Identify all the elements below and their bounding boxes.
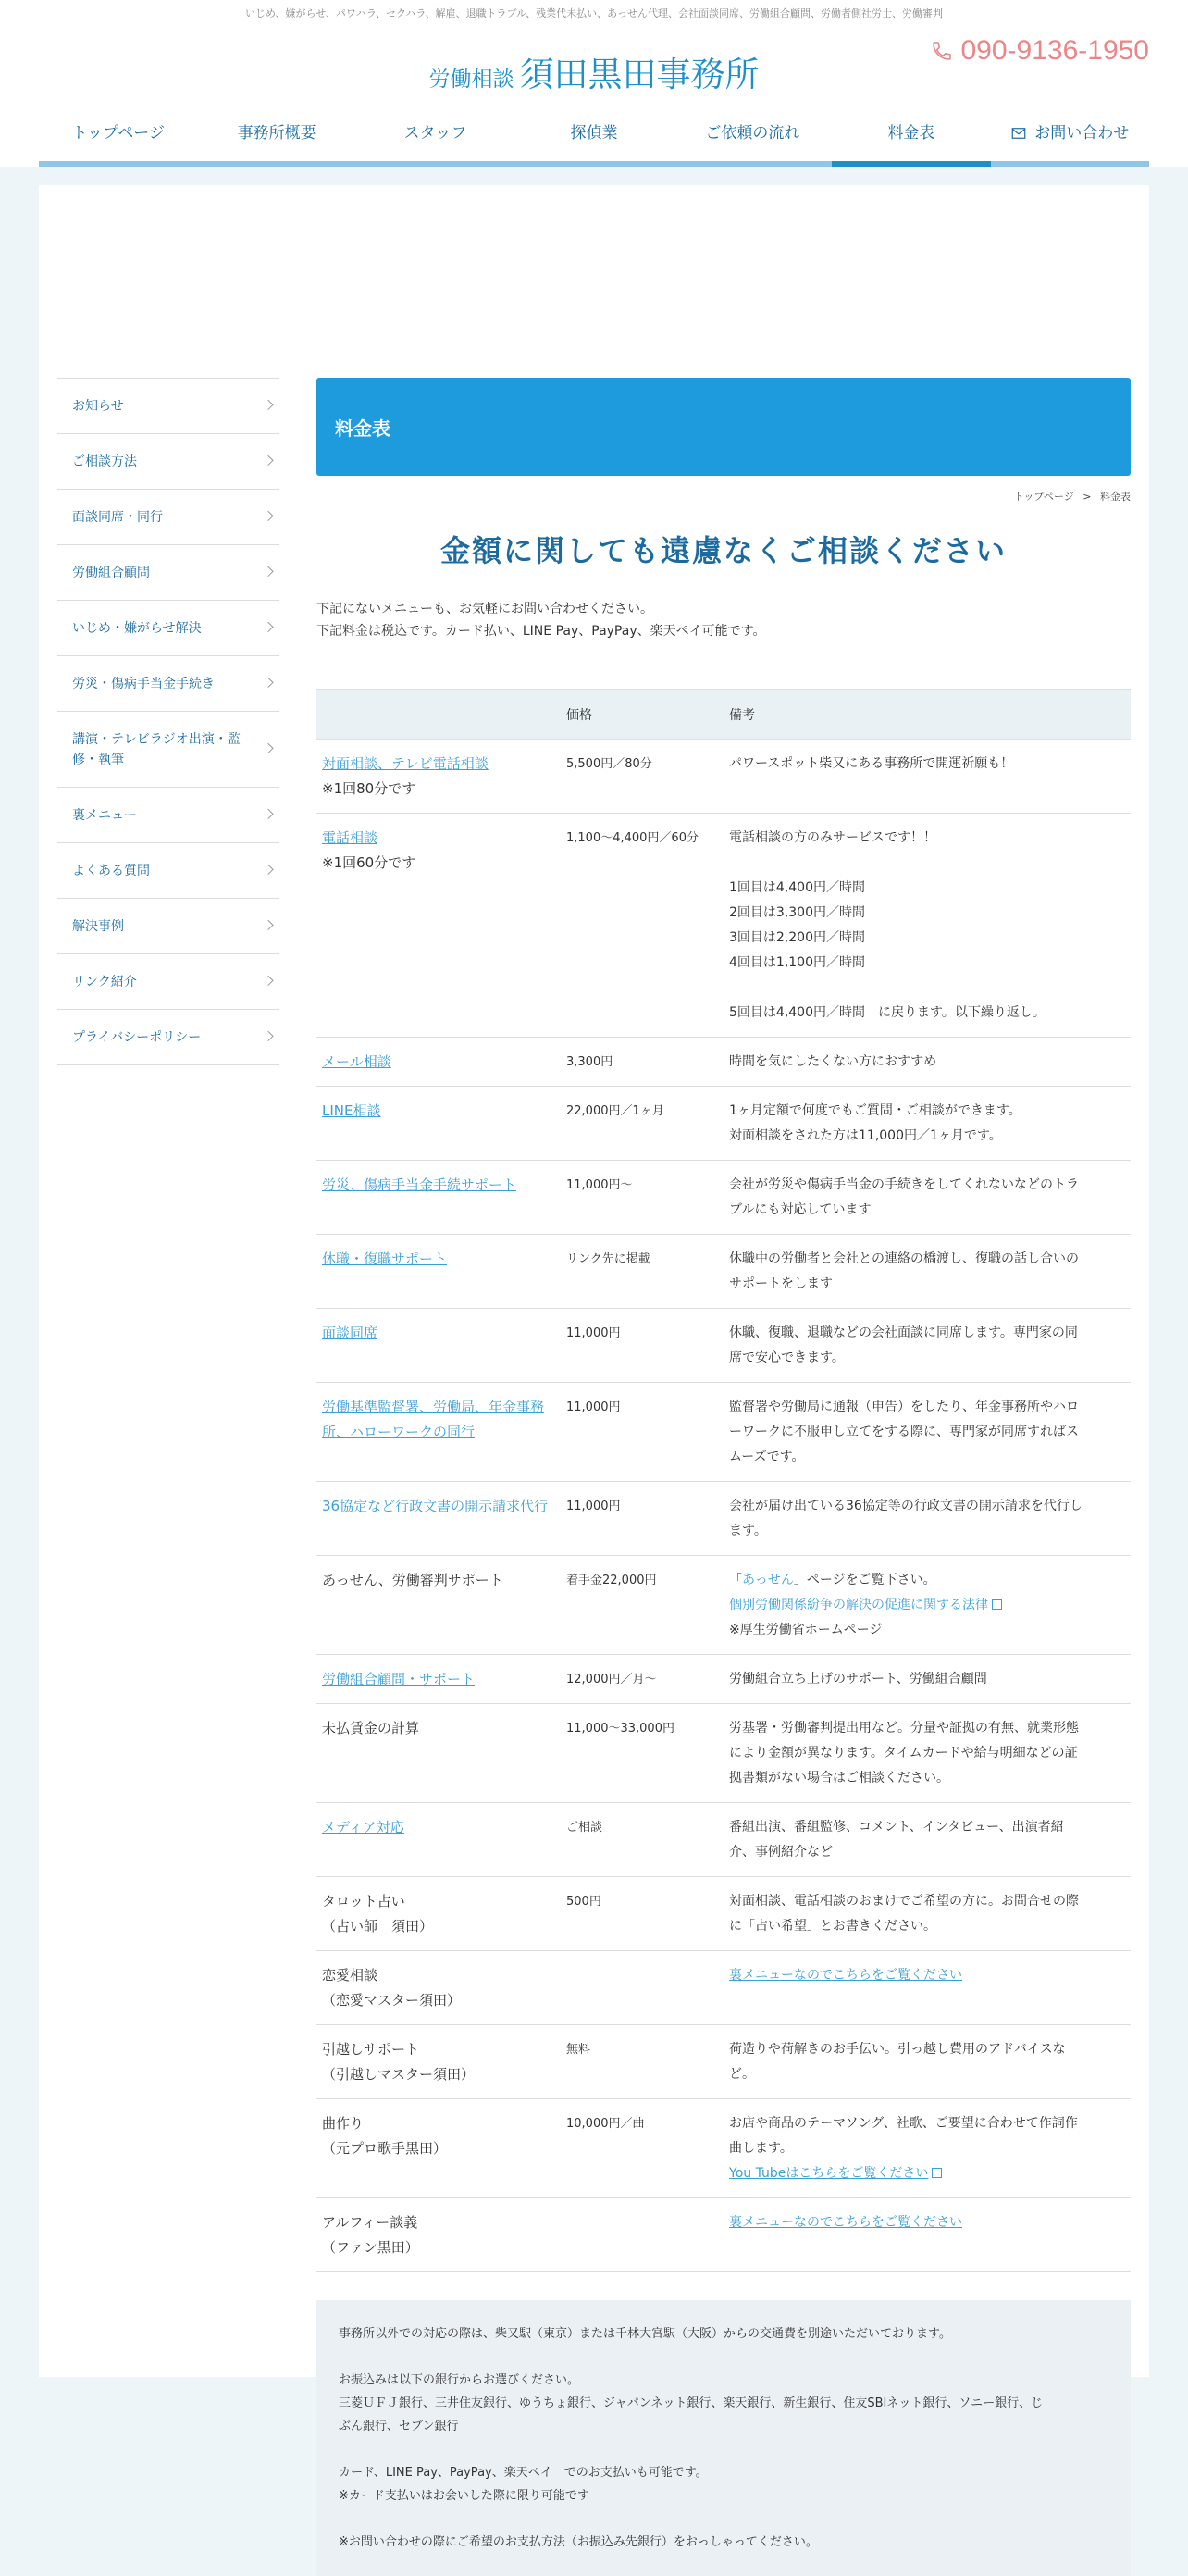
note-line: 会社が届け出ている36協定等の行政文書の開示請求を代行し [729,1499,1083,1513]
sidebar-item[interactable] [57,434,279,490]
nav-item-5[interactable] [832,115,990,161]
page-headline: 金額に関しても遠慮なくご相談ください [439,533,1007,568]
price-cell [561,2198,724,2272]
nav-label: スタッフ [403,124,467,143]
nav-label: 事務所概要 [237,124,316,143]
note-line: 番組出演、番組監修、コメント、インタビュー、出演者紹 [729,1820,1064,1835]
note-cell [724,1877,1131,1951]
note-cell [724,1803,1131,1877]
note-banks-2: ぶん銀行、セブン銀行 [339,2420,459,2433]
note-line: 拠書類がない場合はご相談ください。 [729,1771,949,1786]
service-link[interactable]: 労働基準監督署、労働局、年金事務所、ハローワークの同行 [322,1399,545,1440]
nav-label: お問い合わせ [1034,124,1130,143]
sidebar-item-label: 労働組合顧問 [72,565,150,580]
note-line: ーワークに不服申し立てをする際に、専門家が同席すればス [729,1425,1079,1439]
sidebar-item-label: 労災・傷病手当金手続き [72,676,215,691]
note-quote-open: 「 [729,1573,742,1587]
sidebar-item[interactable] [57,379,279,434]
youtube-link[interactable]: You Tubeはこちらをご覧ください [729,2166,929,2181]
sidebar-item-label: リンク紹介 [72,974,137,989]
service-name: 引越しサポート [322,2041,420,2058]
note-line: 曲します。 [729,2141,793,2156]
note-line: ます。 [729,1524,767,1538]
table-row [316,1161,1131,1235]
service-sub: （恋愛マスター須田） [322,1992,462,2009]
sidebar-item[interactable] [57,954,279,1010]
service-name: 未払賃金の計算 [322,1720,420,1736]
price-cell: 11,000円～ [561,1161,724,1235]
note-cashless: カード、LINE Pay、PayPay、楽天ペイ でのお支払いも可能です。 [339,2466,708,2480]
service-cell [316,1655,561,1704]
note-line: お店や商品のテーマソング、社歌、ご要望に合わせて作詞作 [729,2116,1078,2131]
service-cell [316,1556,561,1655]
service-link[interactable]: メール相談 [322,1053,391,1070]
sidebar-item[interactable] [57,788,279,843]
note-line [729,851,1125,876]
phone-icon [931,40,953,62]
sidebar-item[interactable] [57,545,279,601]
note-line: ブルにも対応しています [729,1202,872,1217]
table-row [316,1309,1131,1383]
sidebar-item-label: よくある質問 [72,863,150,878]
note-cell [724,2099,1131,2198]
table-row [316,2198,1131,2272]
price-cell [561,1951,724,2025]
chevron-right-icon [263,566,273,576]
phone-link[interactable] [931,35,1149,67]
sidebar-item-label: 講演・テレビラジオ出演・監修・執筆 [72,731,241,767]
note-line: 2回目は3,300円／時間 [729,905,865,920]
brand-name: 須田黒田事務所 [519,55,760,94]
price-cell: 11,000円 [561,1309,724,1383]
sidebar-item-label: いじめ・嫌がらせ解決 [72,620,202,636]
sidebar-item[interactable] [57,712,279,788]
note-line [729,2161,1125,2186]
table-row [316,1087,1131,1161]
note-line: により金額が異なります。タイムカードや給与明細などの証 [729,1746,1078,1761]
service-cell [316,2025,561,2099]
service-cell [316,2198,561,2272]
chevron-right-icon [263,975,273,985]
service-link[interactable]: 休職・復職サポート [322,1251,448,1267]
nav-item-1[interactable] [197,115,355,161]
service-link[interactable]: メディア対応 [322,1819,404,1836]
sidebar-item[interactable] [57,843,279,899]
service-sub: （元プロ歌手黒田） [322,2140,448,2157]
note-cell [724,814,1131,1038]
note-cell [724,740,1131,814]
table-row [316,1235,1131,1309]
note-quote-close: 」ページをご覧下さい。 [793,1573,936,1587]
note-cell [724,1383,1131,1482]
external-link-icon [992,1599,1002,1610]
price-cell: 11,000円 [561,1383,724,1482]
breadcrumb [316,489,1131,504]
sidebar-item[interactable] [57,1010,279,1065]
chevron-right-icon [263,510,273,520]
price-cell: ご相談 [561,1803,724,1877]
note-line: 1ヶ月定額で何度でもご質問・ご相談ができます。 [729,1103,1021,1118]
note-cell [724,1038,1131,1087]
assen-link[interactable]: あっせん [742,1573,794,1587]
service-name: タロット占い [322,1893,405,1910]
note-line: ムーズです。 [729,1450,805,1464]
service-link[interactable]: 労災、傷病手当金手続サポート [322,1176,517,1193]
chevron-right-icon [263,621,273,631]
sidebar-item-label: 解決事例 [72,918,124,934]
price-cell: 5,500円／80分 [561,740,724,814]
service-cell [316,1951,561,2025]
note-line [729,1593,1125,1618]
table-header-name [316,690,561,740]
table-row [316,1951,1131,2025]
service-link[interactable]: 36協定など行政文書の開示請求代行 [322,1498,549,1514]
table-row [316,1038,1131,1087]
table-row [316,1556,1131,1655]
brand-small: 労働相談 [428,68,514,92]
service-name: アルフィー談義 [322,2214,418,2231]
intro-line-2: 下記料金は税込です。カード払い、LINE Pay、PayPay、楽天ペイ可能です。 [316,624,766,639]
content-area [39,185,1149,2549]
price-cell: 無料 [561,2025,724,2099]
note-line: 3回目は2,200円／時間 [729,930,865,945]
note-cell [724,1556,1131,1655]
note-line: 休職中の労働者と会社との連絡の橋渡し、復職の話し合いの [729,1251,1079,1266]
price-cell: 3,300円 [561,1038,724,1087]
intro-text [316,598,1131,642]
service-cell [316,2099,561,2198]
table-row [316,1803,1131,1877]
table-row [316,740,1131,814]
table-row [316,1704,1131,1803]
sidebar-item[interactable] [57,490,279,545]
nav-item-0[interactable] [39,115,197,161]
table-header-note: 備考 [724,690,1131,740]
note-line: 1回目は4,400円／時間 [729,880,865,895]
sidebar-item[interactable] [57,601,279,656]
note-line: 荷造りや荷解きのお手伝い。引っ越し費用のアドバイスな [729,2042,1066,2057]
note-cell [724,1235,1131,1309]
main-nav [39,115,1149,167]
price-cell: 11,000～33,000円 [561,1704,724,1803]
sidebar-item-label: 面談同席・同行 [72,509,163,525]
note-line: 席で安心できます。 [729,1350,845,1365]
law-link[interactable]: 個別労働関係紛争の解決の促進に関する法律 [729,1598,988,1612]
note-contact: ※お問い合わせの際にご希望のお支払方法（お振込み先銀行）をおっしゃってください。 [339,2535,818,2549]
site-header [0,0,1188,167]
note-line: ど。 [729,2067,755,2082]
sidebar-item[interactable] [57,899,279,954]
service-link[interactable]: 労働組合顧問・サポート [322,1671,476,1687]
chevron-right-icon [263,1030,273,1040]
chevron-right-icon [263,808,273,818]
note-line: 電話相談の方のみサービスです！！ [729,830,936,845]
note-line [729,1568,1125,1593]
note-cell [724,1655,1131,1704]
nav-item-4[interactable] [674,115,832,161]
service-cell [316,1704,561,1803]
note-line: パワースポット柴又にある事務所で開運祈願も！ [729,756,1014,771]
table-row [316,1655,1131,1704]
ura-menu-link[interactable]: 裏メニューなのでこちらをご覧ください [729,1968,962,1983]
external-link-icon [932,2168,942,2178]
service-cell [316,740,561,814]
note-cell [724,1087,1131,1161]
table-row [316,2025,1131,2099]
sidebar-item-label: お知らせ [72,398,124,414]
note-cell [724,1309,1131,1383]
service-link[interactable]: 電話相談 [322,829,378,846]
chevron-right-icon [263,742,273,753]
price-table [316,689,1131,2272]
note-travel: 事務所以外での対応の際は、柴又駅（東京）または千林大宮駅（大阪）からの交通費を別途いただいております。 [339,2327,951,2341]
table-row [316,1482,1131,1556]
note-cell [724,1482,1131,1556]
chevron-right-icon [263,864,273,874]
service-cell [316,1235,561,1309]
service-sub: （ファン黒田） [322,2239,419,2256]
mail-icon [1010,125,1027,142]
note-cell [724,2025,1131,2099]
note-line: 時間を気にしたくない方におすすめ [729,1054,937,1069]
note-banks-title: お振込みは以下の銀行からお選びください。 [339,2373,580,2387]
breadcrumb-home[interactable]: トップページ [1013,491,1074,503]
note-cell [724,1704,1131,1803]
ura-menu-link[interactable]: 裏メニューなのでこちらをご覧ください [729,2215,962,2230]
note-line: に「占い希望」とお書きください。 [729,1919,936,1934]
note-line: 対面相談、電話相談のおまけでご希望の方に。お問合せの際 [729,1894,1079,1909]
nav-label: 料金表 [887,124,935,143]
nav-label: 探偵業 [570,124,618,143]
note-line: ※厚生労働省ホームページ [729,1623,883,1637]
sidebar-item-label: ご相談方法 [72,454,137,469]
table-header-row [316,690,1131,740]
note-cell [724,1161,1131,1235]
note-line: 労基署・労働審判提出用など。分量や証拠の有無、就業形態 [729,1721,1079,1736]
table-header-price: 価格 [561,690,724,740]
page-title: 料金表 [316,378,1131,476]
sidebar-item-label: 裏メニュー [72,807,137,823]
nav-item-6[interactable] [991,115,1149,161]
nav-label: トップページ [71,124,165,143]
note-line: 労働組合立ち上げのサポート、労働組合顧問 [729,1672,987,1686]
service-cell [316,1482,561,1556]
service-cell [316,1383,561,1482]
service-cell [316,1161,561,1235]
main-content [316,378,1131,2576]
nav-item-3[interactable] [514,115,673,161]
price-cell: リンク先に掲載 [561,1235,724,1309]
nav-label: ご依頼の流れ [705,124,800,143]
note-line: 4回目は1,100円／時間 [729,955,865,970]
price-cell: 11,000円 [561,1482,724,1556]
service-cell [316,814,561,1038]
price-cell: 22,000円／1ヶ月 [561,1087,724,1161]
phone-number: 090-9136-1950 [960,35,1149,66]
table-row [316,2099,1131,2198]
note-line: 監督署や労働局に通報（申告）をしたり、年金事務所やハロ [729,1400,1079,1414]
note-line: 5回目は4,400円／時間 に戻ります。以下繰り返し。 [729,1005,1046,1020]
sidebar-item-label: プライバシーポリシー [72,1029,202,1045]
table-row [316,1877,1131,1951]
chevron-right-icon [263,919,273,929]
table-row [316,814,1131,1038]
price-cell: 1,100～4,400円／60分 [561,814,724,1038]
note-line: 介、事例紹介など [729,1845,833,1860]
service-link[interactable]: 対面相談、テレビ電話相談 [322,755,489,772]
price-cell: 500円 [561,1877,724,1951]
service-name: あっせん、労働審判サポート [322,1572,503,1588]
service-sub: ※1回60分です [322,854,416,871]
intro-line-1: 下記にないメニューも、お気軽にお問い合わせください。 [316,602,653,616]
note-banks-1: 三菱ＵＦＪ銀行、三井住友銀行、ゆうちょ銀行、ジャパンネット銀行、楽天銀行、新生銀行、住友SBIネット銀行、ソニー銀行、じ [339,2396,1044,2410]
service-sub: ※1回80分です [322,780,416,797]
note-cell [724,1951,1131,2025]
chevron-right-icon [263,399,273,409]
nav-item-2[interactable] [356,115,514,161]
service-name: 恋愛相談 [322,1967,378,1984]
note-cell [724,2198,1131,2272]
service-sub: （占い師 須田） [322,1918,434,1935]
sidebar-menu [57,378,279,1065]
service-cell [316,1309,561,1383]
service-cell [316,1803,561,1877]
table-row [316,1383,1131,1482]
chevron-right-icon [263,677,273,687]
note-line: 対面相談をされた方は11,000円／1ヶ月です。 [729,1128,1002,1143]
service-link[interactable]: LINE相談 [322,1102,381,1119]
breadcrumb-current: 料金表 [1100,491,1131,503]
note-line [729,976,1125,1001]
service-name: 曲作り [322,2115,365,2132]
price-cell: 着手金22,000円 [561,1556,724,1655]
chevron-right-icon [263,454,273,465]
header-tagline: いじめ、嫌がらせ、パワハラ、セクハラ、解雇、退職トラブル、残業代未払い、あっせん代理、会社面談同席、労働組合顧問、労働者側社労士、労働審判 [244,7,944,19]
service-cell [316,1087,561,1161]
note-line: 会社が労災や傷病手当金の手続きをしてくれないなどのトラ [729,1177,1079,1192]
sidebar-item[interactable] [57,656,279,712]
service-sub: （引越しマスター須田） [322,2066,476,2083]
service-link[interactable]: 面談同席 [322,1325,378,1341]
note-card: ※カード支払いはお会いした際に限り可能です [339,2489,589,2503]
service-cell [316,1877,561,1951]
note-line: サポートをします [729,1276,833,1291]
note-line: 休職、復職、退職などの会社面談に同席します。専門家の同 [729,1325,1078,1340]
breadcrumb-separator: > [1083,491,1092,503]
service-cell [316,1038,561,1087]
payment-notes [316,2300,1131,2576]
price-cell: 10,000円／曲 [561,2099,724,2198]
price-cell: 12,000円／月～ [561,1655,724,1704]
